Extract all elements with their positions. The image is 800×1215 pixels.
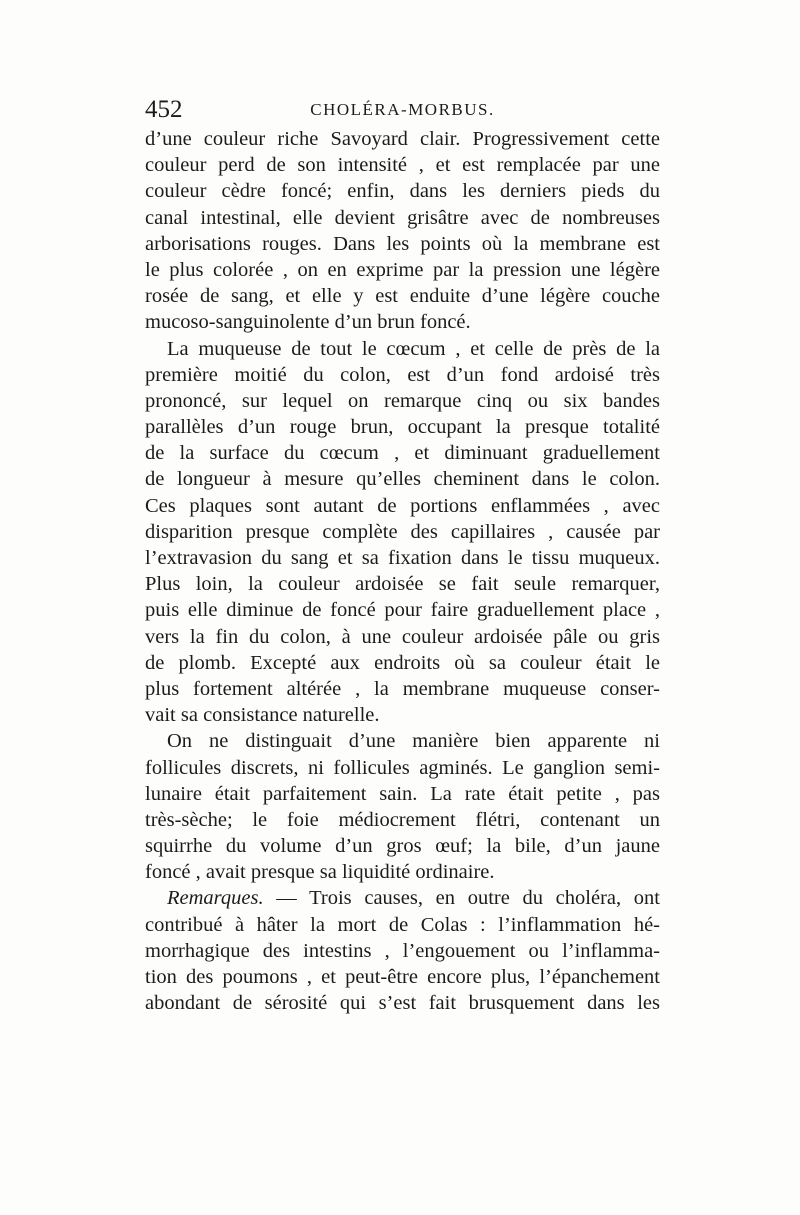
text-line: lunaire était parfaitement sain. La rate était petite , pas bbox=[145, 782, 660, 805]
text-line: plus fortement altérée , la membrane muqueuse conser- bbox=[145, 677, 660, 700]
paragraph-start-line bbox=[145, 885, 660, 911]
text-line: le plus colorée , on en exprime par la pression une légère bbox=[145, 258, 660, 281]
text-line: foncé , avait presque sa liquidité ordinaire. bbox=[145, 861, 495, 884]
text-line: Ces plaques sont autant de portions enflammées , avec bbox=[145, 494, 660, 517]
text-line: Plus loin, la couleur ardoisée se fait seule remarquer, bbox=[145, 573, 660, 596]
text-line: canal intestinal, elle devient grisâtre avec de nombreuses bbox=[145, 206, 660, 229]
text-line: rosée de sang, et elle y est enduite d’une légère couche bbox=[145, 285, 660, 308]
text-line: très-sèche; le foie médiocrement flétri, contenant un bbox=[145, 808, 660, 831]
remarques-text: — Trois causes, en outre du choléra, ont bbox=[276, 887, 660, 910]
remarques-label: Remarques. bbox=[167, 887, 264, 910]
page-number: 452 bbox=[145, 96, 183, 123]
text-line: de longueur à mesure qu’elles cheminent dans le colon. bbox=[145, 468, 660, 491]
text-line: l’extravasion du sang et sa fixation dans le tissu muqueux. bbox=[145, 547, 660, 569]
text-line: de plomb. Excepté aux endroits où sa couleur était le bbox=[145, 651, 660, 674]
text-line: contribué à hâter la mort de Colas : l’inflammation hé- bbox=[145, 913, 660, 936]
paragraph-start-line: La muqueuse de tout le cœcum , et celle de près de la bbox=[167, 337, 660, 360]
text-line: arborisations rouges. Dans les points où la membrane est bbox=[145, 232, 660, 255]
text-line: morrhagique des intestins , l’engouement ou l’inflamma- bbox=[145, 939, 660, 962]
text-line: d’une couleur riche Savoyard clair. Progressivement cette bbox=[145, 128, 660, 150]
text-line: couleur perd de son intensité , et est remplacée par une bbox=[145, 154, 660, 177]
text-line: mucoso-sanguinolente d’un brun foncé. bbox=[145, 311, 471, 334]
text-line: puis elle diminue de foncé pour faire graduellement place , bbox=[145, 599, 660, 622]
text-line: tion des poumons , et peut-être encore plus, l’épanchement bbox=[145, 966, 660, 988]
text-line: prononcé, sur lequel on remarque cinq ou six bandes bbox=[145, 389, 660, 412]
body-text bbox=[145, 126, 660, 1016]
text-line: couleur cèdre foncé; enfin, dans les derniers pieds du bbox=[145, 180, 660, 203]
running-head bbox=[145, 96, 660, 124]
text-line: parallèles d’un rouge brun, occupant la presque totalité bbox=[145, 416, 660, 439]
text-line: disparition presque complète des capillaires , causée par bbox=[145, 520, 660, 543]
running-title: CHOLÉRA-MORBUS. bbox=[310, 100, 495, 119]
text-line: de la surface du cœcum , et diminuant graduellement bbox=[145, 442, 660, 465]
text-line: vait sa consistance naturelle. bbox=[145, 704, 380, 727]
paragraph-start-line: On ne distinguait d’une manière bien apparente ni bbox=[167, 730, 660, 753]
text-line: squirrhe du volume d’un gros œuf; la bile, d’un jaune bbox=[145, 835, 660, 858]
text-line: follicules discrets, ni follicules agminés. Le ganglion semi- bbox=[145, 756, 660, 779]
text-line: première moitié du colon, est d’un fond ardoisé très bbox=[145, 363, 660, 386]
text-line: vers la fin du colon, à une couleur ardoisée pâle ou gris bbox=[145, 625, 660, 648]
text-line: abondant de sérosité qui s’est fait brusquement dans les bbox=[145, 992, 660, 1015]
